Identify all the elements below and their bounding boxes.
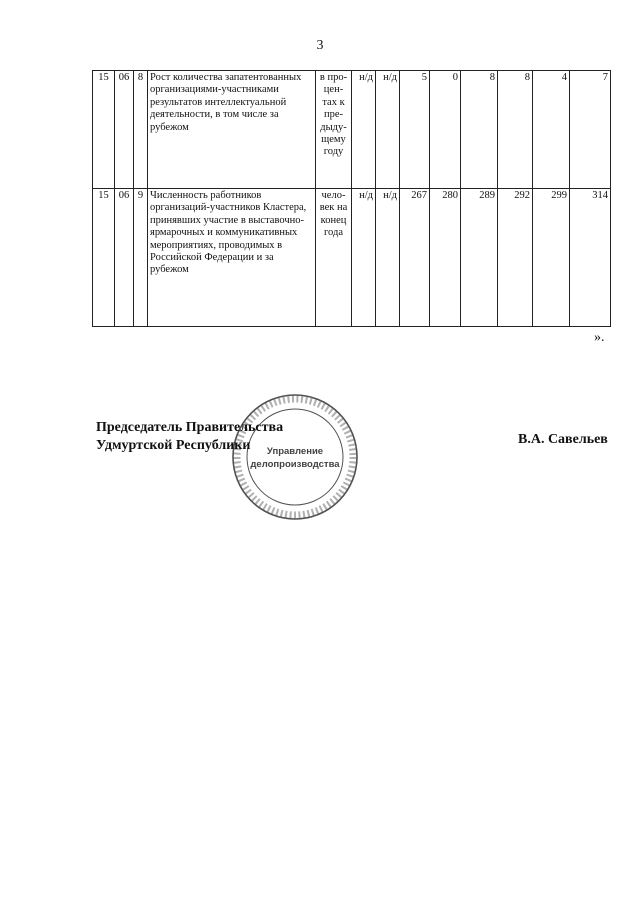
closing-quote-mark: ». [594,330,605,345]
page-number: 3 [316,38,324,53]
value-cell: 7 [570,71,611,189]
indicators-table [92,70,611,327]
value-cell: 5 [400,71,430,189]
signatory-title-line-2: Удмуртской Республики [96,438,251,453]
stamp-line-1: Управление [266,446,324,457]
value-cell: 0 [430,71,461,189]
indicator-name-cell: Рост количества запатентованных организациями-участниками результатов интеллектуальной деятельности, в том числе за рубежом [148,71,316,189]
value-cell: 314 [570,189,611,327]
value-cell: 299 [533,189,570,327]
value-cell: 8 [498,71,533,189]
value-cell: 280 [430,189,461,327]
official-seal-stamp [230,392,360,522]
value-cell: 267 [400,189,430,327]
pp-cell: 06 [115,189,134,327]
table-row [93,71,611,189]
stamp-line-2: делопроизводства [250,459,340,470]
value-cell: н/д [352,71,376,189]
table-row [93,189,611,327]
unit-cell: чело-век на конец года [316,189,352,327]
value-cell: н/д [376,189,400,327]
gp-cell: 15 [93,189,115,327]
pp-cell: 06 [115,71,134,189]
indicator-name-cell: Численность работников организаций-участников Кластера, принявших участие в выставочно-ярмарочных и коммуникативных мероприятиях, проводимых в Российской Федерации и за рубежом [148,189,316,327]
value-cell: 292 [498,189,533,327]
gp-cell: 15 [93,71,115,189]
row-number-cell: 8 [134,71,148,189]
value-cell: 289 [461,189,498,327]
signatory-name: В.А. Савельев [518,432,608,447]
value-cell: н/д [376,71,400,189]
unit-cell: в про-цен-тах к пре-дыду-щему году [316,71,352,189]
value-cell: 4 [533,71,570,189]
signatory-title [96,419,283,455]
value-cell: 8 [461,71,498,189]
value-cell: н/д [352,189,376,327]
signatory-title-line-1: Председатель Правительства [96,420,284,435]
row-number-cell: 9 [134,189,148,327]
